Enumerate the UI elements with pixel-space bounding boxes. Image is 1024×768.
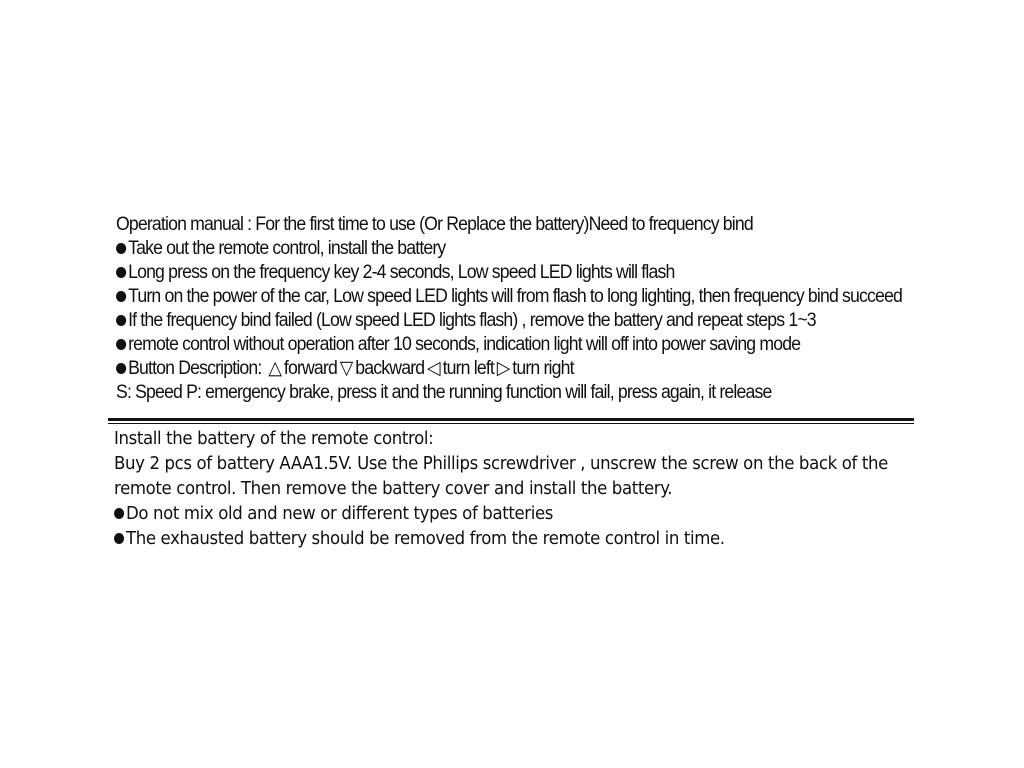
bullet-icon <box>116 339 126 350</box>
bullet-icon <box>116 315 126 326</box>
divider-thin-line <box>108 423 914 424</box>
button-description <box>116 357 916 381</box>
step-item <box>116 285 916 309</box>
backward-label: backward <box>355 358 425 379</box>
warning-text: Do not mix old and new or different types of batteries <box>125 503 554 524</box>
left-triangle-icon: ◁ <box>427 358 440 379</box>
bullet-icon <box>114 533 124 544</box>
section-divider <box>108 418 914 424</box>
operation-manual-section <box>116 213 916 405</box>
battery-install-section <box>114 426 942 551</box>
right-triangle-icon: ▷ <box>496 358 510 379</box>
forward-label: forward <box>283 358 337 379</box>
step-text: Take out the remote control, install the battery <box>128 238 446 259</box>
bullet-icon <box>116 291 126 302</box>
turn-right-label: turn right <box>512 358 574 379</box>
bullet-icon <box>116 363 126 374</box>
step-item <box>116 309 916 333</box>
button-description-label: Button Description: <box>128 358 266 379</box>
step-text: remote control without operation after 10 seconds, indication light will off into power saving mode <box>128 334 801 355</box>
battery-warning-item <box>114 526 942 551</box>
forward-triangle-icon: △ <box>268 358 282 379</box>
battery-warning-item <box>114 501 942 526</box>
step-text: If the frequency bind failed (Low speed LED lights flash) , remove the battery and repeat steps 1~3 <box>128 310 816 331</box>
bullet-icon <box>116 243 126 254</box>
operation-text-block <box>116 213 916 405</box>
turn-left-label: turn left <box>442 358 494 379</box>
step-item <box>116 333 916 357</box>
divider-thick-line <box>108 418 914 421</box>
speed-brake-note: S: Speed P: emergency brake, press it and the running function will fail, press again, it release <box>116 382 772 403</box>
step-text: Turn on the power of the car, Low speed LED lights will from flash to long lighting, then frequency bind succeed <box>128 286 902 307</box>
bullet-icon <box>114 508 124 519</box>
bullet-icon <box>116 267 126 278</box>
warning-text: The exhausted battery should be removed from the remote control in time. <box>125 528 725 549</box>
battery-title: Install the battery of the remote control: <box>114 428 434 449</box>
step-text: Long press on the frequency key 2-4 seconds, Low speed LED lights will flash <box>128 262 675 283</box>
backward-triangle-icon: ▽ <box>339 358 353 379</box>
battery-instructions-line-2: remote control. Then remove the battery cover and install the battery. <box>114 478 673 499</box>
step-item <box>116 261 916 285</box>
operation-title: Operation manual : For the first time to use (Or Replace the battery)Need to frequency bind <box>116 214 753 235</box>
battery-instructions-line-1: Buy 2 pcs of battery AAA1.5V. Use the Phillips screwdriver , unscrew the screw on the back of the <box>114 453 888 474</box>
step-item <box>116 237 916 261</box>
